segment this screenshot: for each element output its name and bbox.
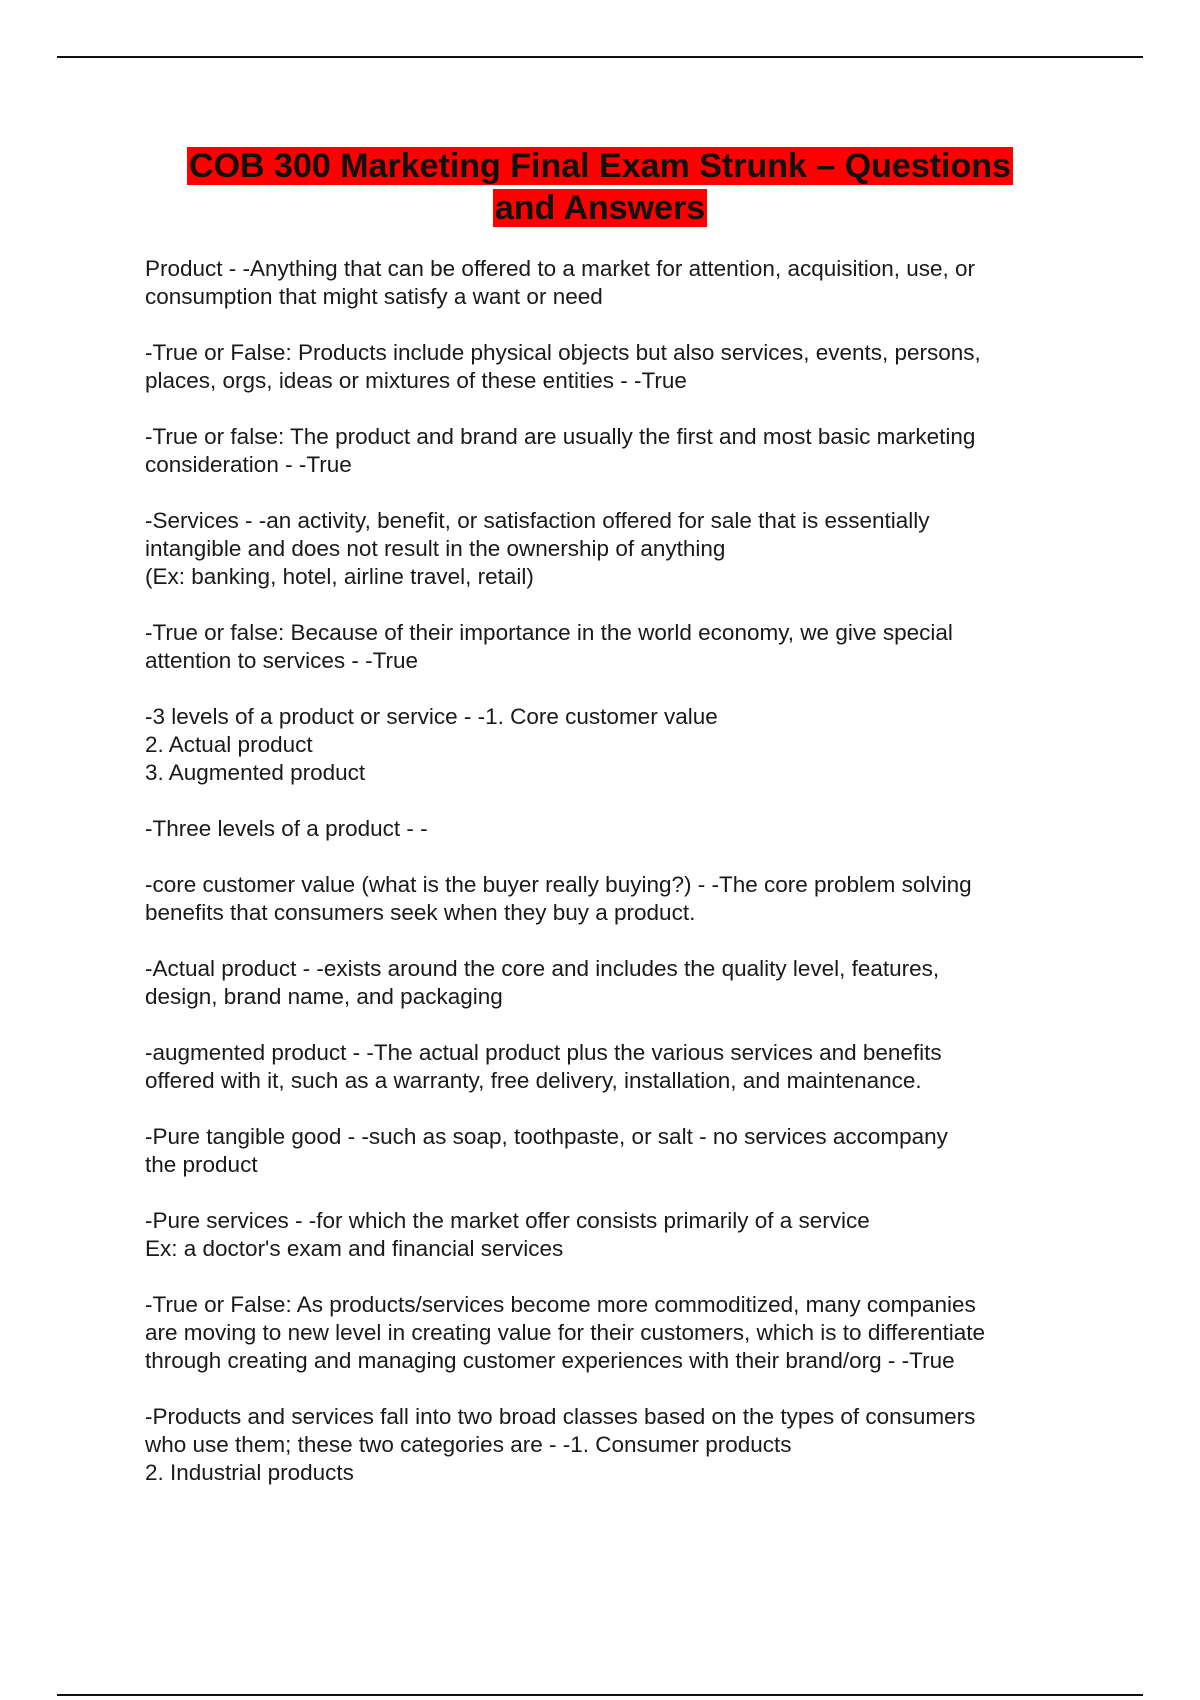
title-line-1: COB 300 Marketing Final Exam Strunk – Questions bbox=[189, 147, 1011, 185]
qa-entry-core-value: -core customer value (what is the buyer really buying?) - -The core problem solving benefits that consumers seek when they buy a product. bbox=[145, 872, 972, 925]
qa-entry-services-importance: -True or false: Because of their importance in the world economy, we give special attention to services - -True bbox=[145, 620, 953, 673]
qa-entry-three-levels: -Three levels of a product - - bbox=[145, 816, 428, 841]
qa-entry-products-include: -True or False: Products include physical objects but also services, events, persons, places, orgs, ideas or mixtures of these entities - -True bbox=[145, 340, 981, 393]
top-rule bbox=[57, 56, 1143, 58]
qa-list bbox=[145, 255, 1065, 1515]
bottom-rule bbox=[57, 1694, 1143, 1696]
qa-entry-pure-tangible-good: -Pure tangible good - -such as soap, toothpaste, or salt - no services accompany the product bbox=[145, 1124, 948, 1177]
title-line-2: and Answers bbox=[494, 189, 706, 227]
qa-entry-services: -Services - -an activity, benefit, or satisfaction offered for sale that is essentially intangible and does not result in the ownership of anything (Ex: banking, hotel, airline travel, retail) bbox=[145, 508, 930, 589]
qa-entry-product: Product - -Anything that can be offered to a market for attention, acquisition, use, or consumption that might satisfy a want or need bbox=[145, 256, 976, 309]
qa-entry-three-levels-list: -3 levels of a product or service - -1. Core customer value 2. Actual product 3. Augmented product bbox=[145, 704, 718, 785]
document-title bbox=[140, 145, 1060, 229]
qa-entry-actual-product: -Actual product - -exists around the core and includes the quality level, features, design, brand name, and packaging bbox=[145, 956, 940, 1009]
qa-entry-product-brand: -True or false: The product and brand are usually the first and most basic marketing consideration - -True bbox=[145, 424, 976, 477]
qa-entry-two-classes: -Products and services fall into two broad classes based on the types of consumers who use them; these two categories are - -1. Consumer products 2. Industrial products bbox=[145, 1404, 976, 1485]
qa-entry-commoditized: -True or False: As products/services become more commoditized, many companies are moving to new level in creating value for their customers, which is to differentiate through creating and managing customer experiences with their brand/org - -True bbox=[145, 1292, 985, 1373]
qa-entry-pure-services: -Pure services - -for which the market offer consists primarily of a service Ex: a doctor's exam and financial services bbox=[145, 1208, 870, 1261]
qa-entry-augmented-product: -augmented product - -The actual product plus the various services and benefits offered with it, such as a warranty, free delivery, installation, and maintenance. bbox=[145, 1040, 942, 1093]
